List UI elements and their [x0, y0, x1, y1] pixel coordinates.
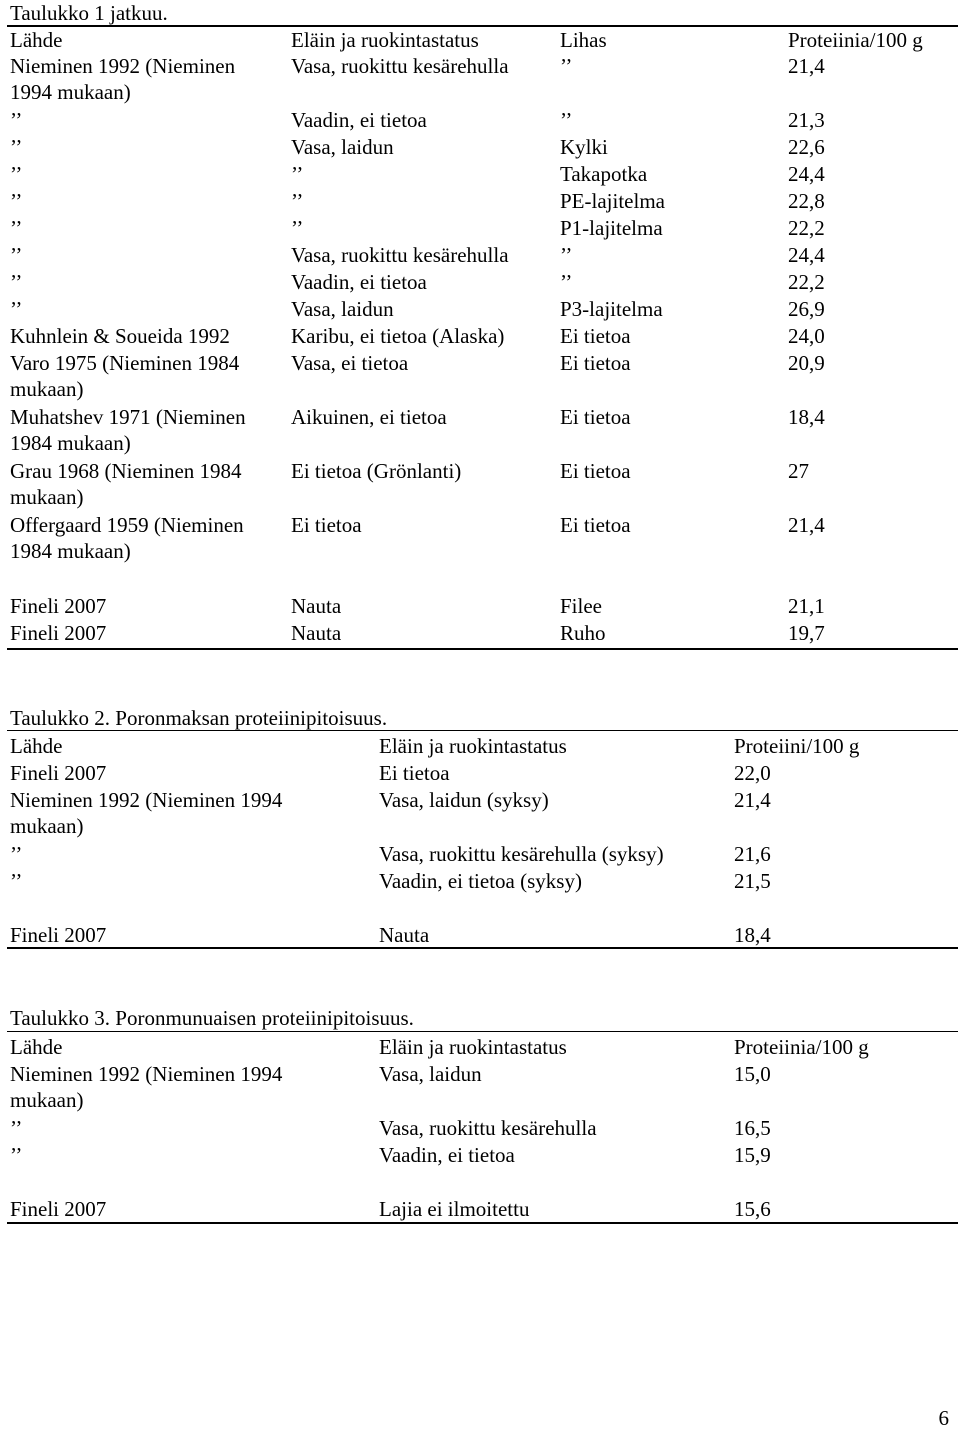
- source-cell: ’’: [10, 869, 23, 893]
- table-row: [7, 242, 958, 269]
- animal-cell: Aikuinen, ei tietoa: [291, 405, 447, 429]
- muscle-cell: P1-lajitelma: [560, 216, 663, 240]
- table2-top-rule: [7, 730, 958, 731]
- protein-cell: 27: [788, 459, 809, 483]
- table-row: [7, 134, 958, 161]
- protein-cell: 26,9: [788, 297, 825, 321]
- source-cell: ’’: [10, 162, 23, 186]
- muscle-cell: Ei tietoa: [560, 459, 631, 483]
- muscle-cell: ’’: [560, 270, 573, 294]
- protein-cell: 22,8: [788, 189, 825, 213]
- muscle-cell: ’’: [560, 54, 573, 78]
- table-row: [7, 841, 958, 868]
- animal-cell: Nauta: [291, 621, 342, 645]
- protein-cell: 16,5: [734, 1116, 771, 1140]
- animal-cell: Vasa, ruokittu kesärehulla: [291, 54, 509, 78]
- animal-cell: Vasa, ei tietoa: [291, 351, 409, 375]
- animal-cell: Nauta: [291, 594, 342, 618]
- protein-cell: 21,4: [788, 54, 825, 78]
- protein-cell: 22,6: [788, 135, 825, 159]
- source-cell: Kuhnlein & Soueida 1992: [10, 324, 230, 348]
- table2-bottom-rule: [7, 947, 958, 949]
- table3-top-rule: [7, 1031, 958, 1032]
- table2-header-row: [7, 733, 958, 760]
- table3-bottom-rule: [7, 1222, 958, 1224]
- table-row: [7, 107, 958, 134]
- animal-cell: Ei tietoa (Grönlanti): [291, 459, 462, 483]
- page-number: 6: [938, 1406, 949, 1430]
- animal-cell: Ei tietoa: [291, 513, 362, 537]
- animal-cell: Vaadin, ei tietoa (syksy): [379, 869, 582, 893]
- table2-header-animal: Eläin ja ruokintastatus: [379, 734, 567, 758]
- protein-cell: 21,4: [788, 513, 825, 537]
- muscle-cell: Kylki: [560, 135, 608, 159]
- protein-cell: 15,9: [734, 1143, 771, 1167]
- table1-caption: Taulukko 1 jatkuu.: [10, 1, 168, 25]
- protein-cell: 15,0: [734, 1062, 771, 1086]
- table2-header-source: Lähde: [10, 734, 63, 758]
- table-row: [7, 512, 958, 593]
- protein-cell: 15,6: [734, 1197, 771, 1221]
- table1-bottom-rule: [7, 648, 958, 650]
- protein-cell: 21,1: [788, 594, 825, 618]
- animal-cell: ’’: [291, 189, 304, 213]
- animal-cell: ’’: [291, 162, 304, 186]
- muscle-cell: Ei tietoa: [560, 351, 631, 375]
- protein-cell: 22,2: [788, 270, 825, 294]
- animal-cell: Nauta: [379, 923, 430, 947]
- source-cell: Fineli 2007: [10, 621, 107, 645]
- table3-header-protein: Proteiinia/100 g: [734, 1035, 869, 1059]
- protein-cell: 21,5: [734, 869, 771, 893]
- source-cell: ’’: [10, 108, 23, 132]
- table1: [7, 27, 958, 647]
- muscle-cell: Ruho: [560, 621, 606, 645]
- table-row: [7, 593, 958, 620]
- protein-cell: 24,4: [788, 162, 825, 186]
- table-row: [7, 296, 958, 323]
- source-cell: ’’: [10, 842, 23, 866]
- animal-cell: Vasa, laidun: [291, 135, 394, 159]
- table-row: [7, 1142, 958, 1196]
- table2-header-protein: Proteiini/100 g: [734, 734, 860, 758]
- protein-cell: 21,3: [788, 108, 825, 132]
- table1-header-source: Lähde: [10, 28, 63, 52]
- protein-cell: 19,7: [788, 621, 825, 645]
- table-row: [7, 1196, 958, 1223]
- animal-cell: Ei tietoa: [379, 761, 450, 785]
- table3-header-animal: Eläin ja ruokintastatus: [379, 1035, 567, 1059]
- animal-cell: Vasa, laidun: [379, 1062, 482, 1086]
- source-cell: Offergaard 1959 (Nieminen 1984 mukaan): [10, 513, 244, 563]
- source-cell: Nieminen 1992 (Nieminen 1994 mukaan): [10, 1062, 283, 1112]
- animal-cell: Karibu, ei tietoa (Alaska): [291, 324, 505, 348]
- table-row: [7, 620, 958, 647]
- muscle-cell: ’’: [560, 108, 573, 132]
- source-cell: Fineli 2007: [10, 594, 107, 618]
- protein-cell: 24,0: [788, 324, 825, 348]
- table3: [7, 1034, 958, 1223]
- animal-cell: Vasa, laidun (syksy): [379, 788, 549, 812]
- source-cell: Varo 1975 (Nieminen 1984 mukaan): [10, 351, 240, 401]
- animal-cell: Vaadin, ei tietoa: [291, 108, 427, 132]
- table-row: [7, 760, 958, 787]
- protein-cell: 21,6: [734, 842, 771, 866]
- muscle-cell: P3-lajitelma: [560, 297, 663, 321]
- protein-cell: 20,9: [788, 351, 825, 375]
- muscle-cell: Filee: [560, 594, 602, 618]
- table-row: [7, 868, 958, 922]
- muscle-cell: Ei tietoa: [560, 513, 631, 537]
- table-row: [7, 787, 958, 841]
- animal-cell: Vasa, ruokittu kesärehulla: [379, 1116, 597, 1140]
- table-row: [7, 458, 958, 512]
- animal-cell: Vasa, ruokittu kesärehulla (syksy): [379, 842, 664, 866]
- animal-cell: Lajia ei ilmoitettu: [379, 1197, 530, 1221]
- muscle-cell: PE-lajitelma: [560, 189, 665, 213]
- table-row: [7, 1061, 958, 1115]
- table1-header-muscle: Lihas: [560, 28, 607, 52]
- source-cell: Fineli 2007: [10, 1197, 107, 1221]
- source-cell: ’’: [10, 297, 23, 321]
- table-row: [7, 404, 958, 458]
- table3-header-row: [7, 1034, 958, 1061]
- muscle-cell: Takapotka: [560, 162, 648, 186]
- animal-cell: Vaadin, ei tietoa: [379, 1143, 515, 1167]
- muscle-cell: ’’: [560, 243, 573, 267]
- table1-header-row: [7, 27, 958, 53]
- source-cell: ’’: [10, 189, 23, 213]
- source-cell: Fineli 2007: [10, 923, 107, 947]
- source-cell: ’’: [10, 216, 23, 240]
- source-cell: Fineli 2007: [10, 761, 107, 785]
- animal-cell: ’’: [291, 216, 304, 240]
- table-row: [7, 161, 958, 188]
- table-row: [7, 350, 958, 404]
- table-row: [7, 922, 958, 949]
- animal-cell: Vasa, laidun: [291, 297, 394, 321]
- protein-cell: 18,4: [788, 405, 825, 429]
- source-cell: ’’: [10, 1143, 23, 1167]
- table-row: [7, 53, 958, 107]
- table-row: [7, 215, 958, 242]
- protein-cell: 22,0: [734, 761, 771, 785]
- muscle-cell: Ei tietoa: [560, 324, 631, 348]
- source-cell: ’’: [10, 135, 23, 159]
- source-cell: Nieminen 1992 (Nieminen 1994 mukaan): [10, 54, 236, 104]
- table-row: [7, 323, 958, 350]
- source-cell: ’’: [10, 1116, 23, 1140]
- muscle-cell: Ei tietoa: [560, 405, 631, 429]
- protein-cell: 22,2: [788, 216, 825, 240]
- table-row: [7, 1115, 958, 1142]
- table1-header-protein: Proteiinia/100 g: [788, 28, 923, 52]
- table3-caption: Taulukko 3. Poronmunuaisen proteiinipitoisuus.: [10, 1006, 414, 1030]
- source-cell: Nieminen 1992 (Nieminen 1994 mukaan): [10, 788, 283, 838]
- table-row: [7, 269, 958, 296]
- table2: [7, 733, 958, 949]
- table2-caption: Taulukko 2. Poronmaksan proteiinipitoisuus.: [10, 706, 388, 730]
- protein-cell: 21,4: [734, 788, 771, 812]
- source-cell: ’’: [10, 270, 23, 294]
- animal-cell: Vaadin, ei tietoa: [291, 270, 427, 294]
- table3-header-source: Lähde: [10, 1035, 63, 1059]
- protein-cell: 18,4: [734, 923, 771, 947]
- source-cell: Grau 1968 (Nieminen 1984 mukaan): [10, 459, 242, 509]
- table1-header-animal: Eläin ja ruokintastatus: [291, 28, 479, 52]
- protein-cell: 24,4: [788, 243, 825, 267]
- source-cell: ’’: [10, 243, 23, 267]
- source-cell: Muhatshev 1971 (Nieminen 1984 mukaan): [10, 405, 246, 455]
- table-row: [7, 188, 958, 215]
- animal-cell: Vasa, ruokittu kesärehulla: [291, 243, 509, 267]
